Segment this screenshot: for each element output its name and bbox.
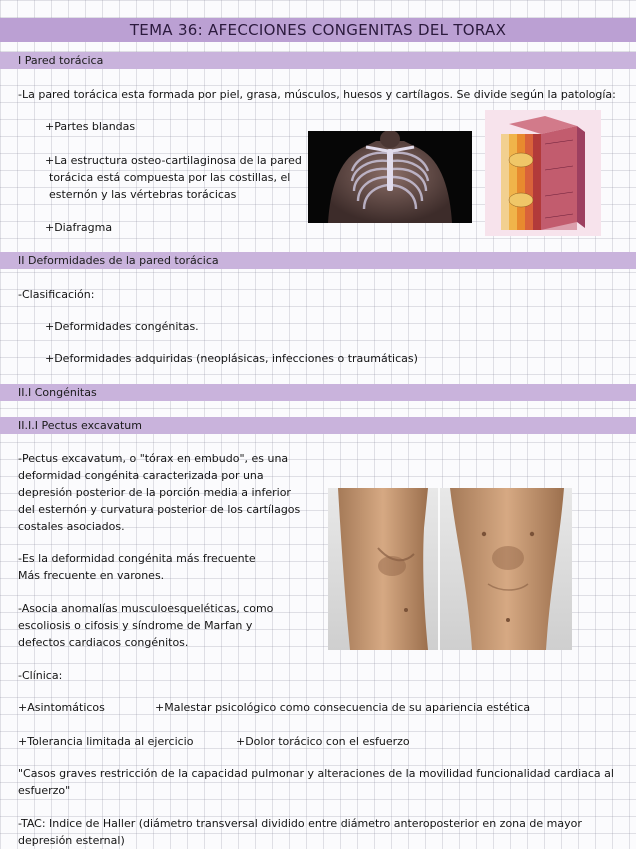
pared-item-osteo-l3: esternón y las vértebras torácicas bbox=[49, 188, 237, 201]
deformidades-clasificacion: -Clasificación: bbox=[18, 288, 95, 301]
pectus-p1-l2: deformidad congénita caracterizada por una bbox=[18, 469, 264, 482]
section-header-pectus bbox=[0, 417, 636, 434]
deformidades-item-adquiridas: +Deformidades adquiridas (neoplásicas, infecciones o traumáticas) bbox=[45, 352, 418, 365]
pectus-p3-l2: escoliosis o cifosis y síndrome de Marfan y bbox=[18, 619, 253, 632]
section-header-congenitas bbox=[0, 384, 636, 401]
pared-item-osteo-l2: torácica está compuesta por las costillas, el bbox=[49, 171, 291, 184]
clinica-dolor-toracico: +Dolor torácico con el esfuerzo bbox=[236, 735, 410, 748]
pectus-p3-l3: defectos cardiacos congénitos. bbox=[18, 636, 189, 649]
pectus-p2-l2: Más frecuente en varones. bbox=[18, 569, 165, 582]
section-header-deformidades bbox=[0, 252, 636, 269]
pectus-p2-l1: -Es la deformidad congénita más frecuente bbox=[18, 552, 256, 565]
clinica-tolerancia-limitada: +Tolerancia limitada al ejercicio bbox=[18, 735, 194, 748]
pared-item-diafragma: +Diafragma bbox=[45, 221, 113, 234]
chest-wall-layers-diagram bbox=[485, 110, 601, 236]
pectus-p1-l5: costales asociados. bbox=[18, 520, 125, 533]
section-title: II Deformidades de la pared torácica bbox=[18, 254, 219, 267]
clinica-malestar-psicologico: +Malestar psicológico como consecuencia de su apariencia estética bbox=[155, 701, 531, 714]
pared-item-partes-blandas: +Partes blandas bbox=[45, 120, 136, 133]
pectus-clinica: -Clínica: bbox=[18, 669, 63, 682]
clinica-asintomaticos: +Asintomáticos bbox=[18, 701, 105, 714]
pectus-tac-haller: -TAC: Indice de Haller (diámetro transversal dividido entre diámetro anteroposterior en zona de mayor depresión esternal) bbox=[18, 817, 582, 847]
page-title: TEMA 36: AFECCIONES CONGENITAS DEL TORAX bbox=[129, 21, 507, 39]
pectus-p3-l1: -Asocia anomalías musculoesqueléticas, como bbox=[18, 602, 274, 615]
thorax-illustration bbox=[308, 131, 472, 223]
pectus-p1-l3: depresión posterior de la porción media a inferior bbox=[18, 486, 291, 499]
section-title: II.I.I Pectus excavatum bbox=[18, 419, 142, 432]
title-band bbox=[0, 18, 636, 42]
pared-item-osteo-l1: +La estructura osteo-cartilaginosa de la pared bbox=[45, 154, 302, 167]
section-title: I Pared torácica bbox=[18, 54, 104, 67]
pectus-p1-l4: del esternón y curvatura posterior de los cartílagos bbox=[18, 503, 301, 516]
pared-intro: -La pared torácica esta formada por piel, grasa, músculos, huesos y cartílagos. Se divide según la patología: bbox=[18, 88, 616, 101]
section-header-pared bbox=[0, 52, 636, 69]
pectus-casos-graves: "Casos graves restricción de la capacidad pulmonar y alteraciones de la movilidad funcionalidad cardiaca al esfuerzo" bbox=[18, 767, 614, 797]
deformidades-item-congenitas: +Deformidades congénitas. bbox=[45, 320, 199, 333]
pectus-p1-l1: -Pectus excavatum, o "tórax en embudo", es una bbox=[18, 452, 289, 465]
section-title: II.I Congénitas bbox=[18, 386, 97, 399]
pectus-excavatum-photos bbox=[328, 488, 572, 650]
